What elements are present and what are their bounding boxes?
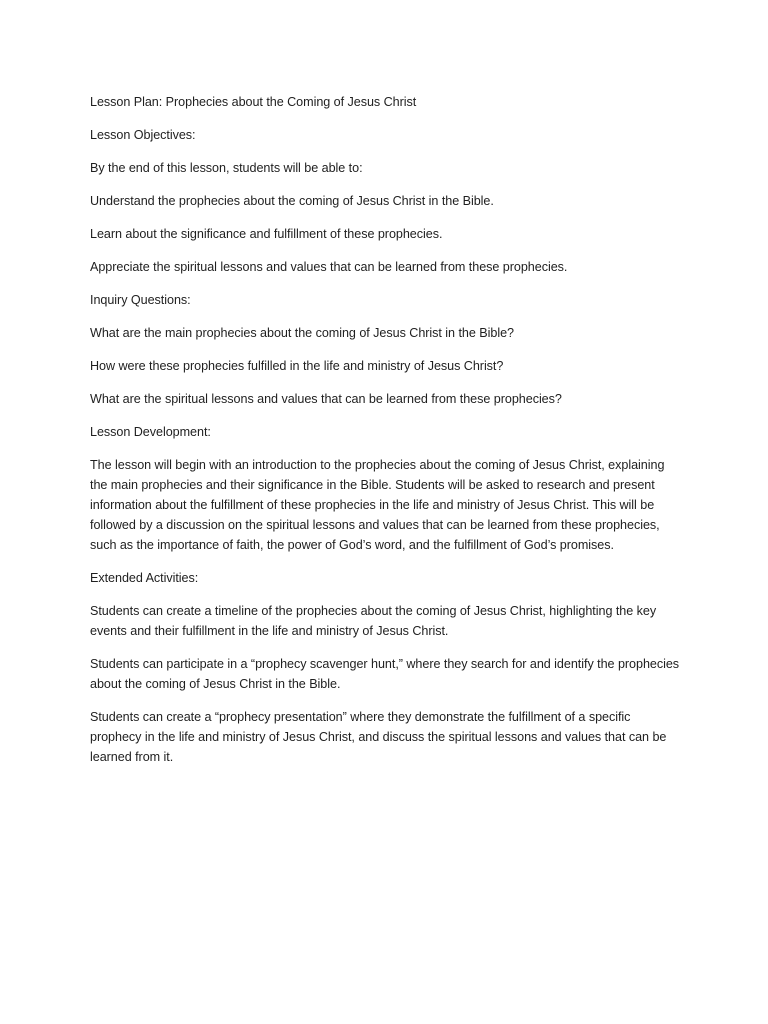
inquiry-question: What are the spiritual lessons and values that can be learned from these prophecies? bbox=[90, 392, 562, 406]
objectives-intro: By the end of this lesson, students will be able to: bbox=[90, 161, 363, 175]
inquiry-question: How were these prophecies fulfilled in the life and ministry of Jesus Christ? bbox=[90, 359, 504, 373]
activity-item: Students can participate in a “prophecy scavenger hunt,” where they search for and identify the prophecies about the coming of Jesus Christ in the Bible. bbox=[90, 657, 680, 691]
development-paragraph: The lesson will begin with an introduction to the prophecies about the coming of Jesus Christ, explaining the main prophecies and their significance in the Bible. Students will be asked to research and present information about the fulfillment of these prophecies in the life and ministry of Jesus Christ. This will be followed by a discussion on the spiritual lessons and values that can be learned from these prophecies, such as the importance of faith, the power of God’s word, and the fulfillment of God’s promises. bbox=[90, 458, 665, 552]
document-title: Lesson Plan: Prophecies about the Coming of Jesus Christ bbox=[90, 95, 417, 109]
activity-item: Students can create a “prophecy presentation” where they demonstrate the fulfillment of a specific prophecy in the life and ministry of Jesus Christ, and discuss the spiritual lessons and values that can be learned from it. bbox=[90, 710, 667, 764]
activity-item: Students can create a timeline of the prophecies about the coming of Jesus Christ, highlighting the key events and their fulfillment in the life and ministry of Jesus Christ. bbox=[90, 604, 657, 638]
objective-item: Learn about the significance and fulfillment of these prophecies. bbox=[90, 227, 443, 241]
section-heading-extended: Extended Activities: bbox=[90, 571, 199, 585]
objective-item: Understand the prophecies about the coming of Jesus Christ in the Bible. bbox=[90, 194, 494, 208]
section-heading-inquiry: Inquiry Questions: bbox=[90, 293, 191, 307]
section-heading-development: Lesson Development: bbox=[90, 425, 211, 439]
inquiry-question: What are the main prophecies about the coming of Jesus Christ in the Bible? bbox=[90, 326, 514, 340]
section-heading-objectives: Lesson Objectives: bbox=[90, 128, 196, 142]
objective-item: Appreciate the spiritual lessons and values that can be learned from these prophecies. bbox=[90, 260, 568, 274]
